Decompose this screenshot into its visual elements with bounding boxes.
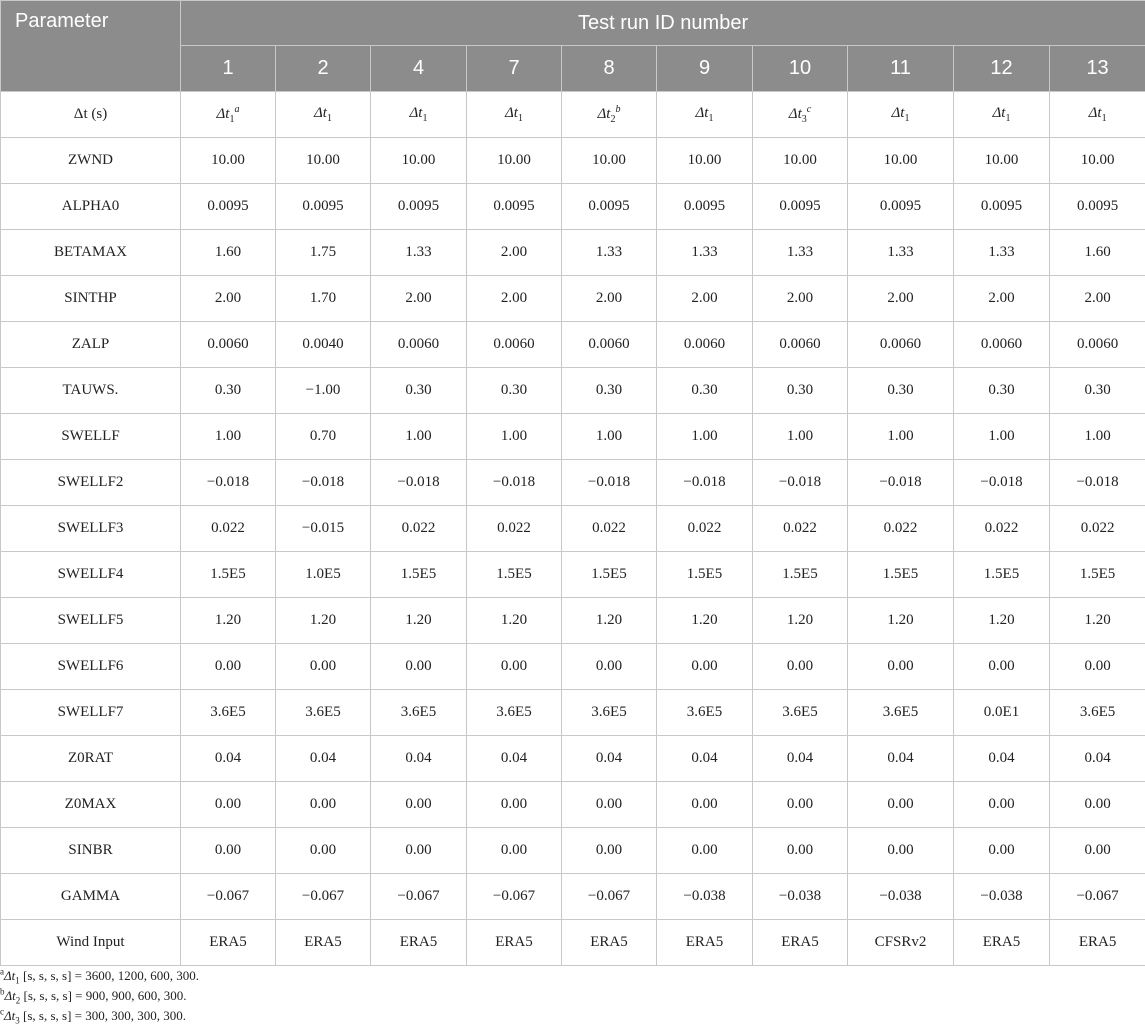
run-id-header: 13 bbox=[1050, 46, 1145, 92]
table-cell: 3.6E5 bbox=[276, 690, 371, 736]
table-cell: 1.20 bbox=[848, 598, 954, 644]
table-cell: 0.30 bbox=[657, 368, 753, 414]
table-cell: −1.00 bbox=[276, 368, 371, 414]
table-cell: −0.067 bbox=[276, 874, 371, 920]
run-id-header: 7 bbox=[467, 46, 562, 92]
table-cell: −0.015 bbox=[276, 506, 371, 552]
table-cell: 2.00 bbox=[753, 276, 848, 322]
table-row bbox=[1, 276, 1145, 322]
table-cell: 2.00 bbox=[848, 276, 954, 322]
table-cell: 1.20 bbox=[276, 598, 371, 644]
row-label: SWELLF3 bbox=[1, 506, 181, 552]
table-cell: 1.75 bbox=[276, 230, 371, 276]
table-cell: 1.5E5 bbox=[657, 552, 753, 598]
table-cell: 1.00 bbox=[848, 414, 954, 460]
table-cell: 0.04 bbox=[562, 736, 657, 782]
table-cell: 0.00 bbox=[657, 782, 753, 828]
table-cell: 0.0095 bbox=[1050, 184, 1145, 230]
table-cell: 0.30 bbox=[753, 368, 848, 414]
row-label: BETAMAX bbox=[1, 230, 181, 276]
table-cell: 2.00 bbox=[467, 230, 562, 276]
table-cell: 0.022 bbox=[1050, 506, 1145, 552]
table-row bbox=[1, 506, 1145, 552]
timestep-cell bbox=[657, 92, 753, 138]
timestep-symbol: $\Delta t_1$ bbox=[892, 105, 910, 121]
table-cell: 2.00 bbox=[181, 276, 276, 322]
table-cell: 1.33 bbox=[848, 230, 954, 276]
table-cell: −0.018 bbox=[181, 460, 276, 506]
table-cell: 0.04 bbox=[181, 736, 276, 782]
table-cell: 0.00 bbox=[276, 644, 371, 690]
table-row bbox=[1, 644, 1145, 690]
table-cell: 0.00 bbox=[954, 828, 1050, 874]
row-label: ZWND bbox=[1, 138, 181, 184]
header-row-group bbox=[1, 1, 1145, 46]
table-cell: 0.0095 bbox=[371, 184, 467, 230]
table-cell: 0.00 bbox=[371, 828, 467, 874]
table-cell: −0.067 bbox=[562, 874, 657, 920]
table-cell: 0.0060 bbox=[753, 322, 848, 368]
run-id-header: 1 bbox=[181, 46, 276, 92]
table-cell: 0.0095 bbox=[467, 184, 562, 230]
table-cell: ERA5 bbox=[954, 920, 1050, 966]
row-label: ALPHA0 bbox=[1, 184, 181, 230]
row-label: SINTHP bbox=[1, 276, 181, 322]
table-cell: 0.022 bbox=[467, 506, 562, 552]
timestep-symbol: $\Delta t_1$ bbox=[1089, 105, 1107, 121]
row-label: SINBR bbox=[1, 828, 181, 874]
table-cell: 2.00 bbox=[657, 276, 753, 322]
table-cell: 0.30 bbox=[467, 368, 562, 414]
table-cell: −0.018 bbox=[753, 460, 848, 506]
table-cell: 0.00 bbox=[371, 644, 467, 690]
table-cell: 1.5E5 bbox=[753, 552, 848, 598]
run-id-header: 9 bbox=[657, 46, 753, 92]
table-cell: 1.5E5 bbox=[467, 552, 562, 598]
table-cell: 1.60 bbox=[1050, 230, 1145, 276]
footnote-marker: c bbox=[807, 104, 811, 115]
table-row bbox=[1, 414, 1145, 460]
row-label: TAUWS. bbox=[1, 368, 181, 414]
table-row bbox=[1, 690, 1145, 736]
table-cell: 10.00 bbox=[562, 138, 657, 184]
run-id-header: 8 bbox=[562, 46, 657, 92]
table-cell: ERA5 bbox=[467, 920, 562, 966]
timestep-cell bbox=[562, 92, 657, 138]
table-row bbox=[1, 460, 1145, 506]
table-cell: 0.00 bbox=[753, 782, 848, 828]
table-cell: 3.6E5 bbox=[181, 690, 276, 736]
table-cell: 0.0040 bbox=[276, 322, 371, 368]
table-cell: 0.00 bbox=[848, 782, 954, 828]
table-row bbox=[1, 598, 1145, 644]
table-cell: 3.6E5 bbox=[371, 690, 467, 736]
table-cell: 0.022 bbox=[753, 506, 848, 552]
row-label: SWELLF4 bbox=[1, 552, 181, 598]
table-cell: 0.04 bbox=[848, 736, 954, 782]
run-id-header: 11 bbox=[848, 46, 954, 92]
footnote-marker: a bbox=[0, 967, 4, 977]
table-cell: −0.038 bbox=[657, 874, 753, 920]
table-cell: 1.5E5 bbox=[1050, 552, 1145, 598]
table-cell: 3.6E5 bbox=[753, 690, 848, 736]
table-cell: 3.6E5 bbox=[1050, 690, 1145, 736]
timestep-symbol: $\Delta t_1$ bbox=[993, 105, 1011, 121]
table-cell: −0.067 bbox=[1050, 874, 1145, 920]
timestep-cell bbox=[848, 92, 954, 138]
table-cell: 0.022 bbox=[954, 506, 1050, 552]
table-cell: 0.0060 bbox=[954, 322, 1050, 368]
row-label: ZALP bbox=[1, 322, 181, 368]
table-cell: 0.0095 bbox=[954, 184, 1050, 230]
table-cell: 0.00 bbox=[276, 782, 371, 828]
table-cell: 0.00 bbox=[954, 644, 1050, 690]
table-cell: 0.0060 bbox=[371, 322, 467, 368]
table-cell: 2.00 bbox=[371, 276, 467, 322]
table-cell: 0.04 bbox=[276, 736, 371, 782]
table-row-timestep bbox=[1, 92, 1145, 138]
footnote-marker: b bbox=[615, 104, 620, 115]
footnote: $^b\Delta t_2$ [s, s, s, s] = 900, 900, 600, 300. bbox=[0, 986, 199, 1006]
table-cell: 0.0095 bbox=[562, 184, 657, 230]
table-cell: 0.30 bbox=[954, 368, 1050, 414]
table-cell: 1.20 bbox=[467, 598, 562, 644]
table-row bbox=[1, 552, 1145, 598]
row-label: Wind Input bbox=[1, 920, 181, 966]
table-cell: 0.04 bbox=[753, 736, 848, 782]
table-cell: 0.00 bbox=[562, 828, 657, 874]
table-cell: 0.00 bbox=[657, 644, 753, 690]
table-cell: 10.00 bbox=[848, 138, 954, 184]
table-cell: 0.00 bbox=[181, 644, 276, 690]
table-row bbox=[1, 368, 1145, 414]
table-footnotes bbox=[0, 966, 199, 1026]
table-cell: 10.00 bbox=[371, 138, 467, 184]
table-cell: 2.00 bbox=[954, 276, 1050, 322]
table-cell: 1.20 bbox=[181, 598, 276, 644]
table-cell: 0.04 bbox=[657, 736, 753, 782]
table-cell: 1.00 bbox=[954, 414, 1050, 460]
table-row bbox=[1, 322, 1145, 368]
table-cell: 0.00 bbox=[276, 828, 371, 874]
row-label: SWELLF5 bbox=[1, 598, 181, 644]
table-cell: 1.00 bbox=[371, 414, 467, 460]
table-cell: −0.018 bbox=[371, 460, 467, 506]
table-cell: 1.70 bbox=[276, 276, 371, 322]
table-cell: −0.018 bbox=[657, 460, 753, 506]
row-label: SWELLF bbox=[1, 414, 181, 460]
table-row bbox=[1, 138, 1145, 184]
table-cell: 1.33 bbox=[753, 230, 848, 276]
table-cell: 1.33 bbox=[954, 230, 1050, 276]
table-cell: 2.00 bbox=[562, 276, 657, 322]
table-cell: 0.30 bbox=[848, 368, 954, 414]
table-cell: −0.038 bbox=[954, 874, 1050, 920]
footnote: $^c\Delta t_3$ [s, s, s, s] = 300, 300, 300, 300. bbox=[0, 1006, 199, 1026]
table-cell: 1.33 bbox=[562, 230, 657, 276]
table-cell: 0.30 bbox=[181, 368, 276, 414]
table-cell: 0.0060 bbox=[1050, 322, 1145, 368]
table-cell: 1.00 bbox=[753, 414, 848, 460]
table-cell: 0.0095 bbox=[848, 184, 954, 230]
table-cell: 1.00 bbox=[467, 414, 562, 460]
table-cell: 1.5E5 bbox=[562, 552, 657, 598]
table-row bbox=[1, 920, 1145, 966]
table-cell: 0.00 bbox=[954, 782, 1050, 828]
table-cell: 0.0060 bbox=[467, 322, 562, 368]
table-cell: 0.04 bbox=[371, 736, 467, 782]
table-cell: 0.0095 bbox=[657, 184, 753, 230]
table-cell: CFSRv2 bbox=[848, 920, 954, 966]
table-cell: 0.00 bbox=[371, 782, 467, 828]
timestep-cell bbox=[371, 92, 467, 138]
timestep-symbol: $\Delta t_3^c$ bbox=[789, 106, 811, 122]
table-cell: 0.00 bbox=[1050, 644, 1145, 690]
table-row bbox=[1, 736, 1145, 782]
table-cell: 1.00 bbox=[562, 414, 657, 460]
run-id-header: 4 bbox=[371, 46, 467, 92]
table-cell: 3.6E5 bbox=[848, 690, 954, 736]
table-cell: 10.00 bbox=[954, 138, 1050, 184]
table-row bbox=[1, 782, 1145, 828]
table-cell: ERA5 bbox=[1050, 920, 1145, 966]
table-cell: −0.018 bbox=[954, 460, 1050, 506]
parameter-column-header: Parameter bbox=[1, 1, 181, 92]
run-id-header: 2 bbox=[276, 46, 371, 92]
table-cell: 0.00 bbox=[562, 644, 657, 690]
table-cell: 0.00 bbox=[467, 782, 562, 828]
table-cell: 1.33 bbox=[657, 230, 753, 276]
table-cell: 1.5E5 bbox=[848, 552, 954, 598]
table-cell: 2.00 bbox=[467, 276, 562, 322]
table-row bbox=[1, 874, 1145, 920]
table-cell: −0.018 bbox=[562, 460, 657, 506]
table-cell: ERA5 bbox=[181, 920, 276, 966]
table-cell: 10.00 bbox=[181, 138, 276, 184]
table-cell: 0.022 bbox=[562, 506, 657, 552]
footnote-marker: c bbox=[0, 1007, 4, 1017]
table-cell: 10.00 bbox=[467, 138, 562, 184]
timestep-cell bbox=[467, 92, 562, 138]
table-cell: −0.018 bbox=[276, 460, 371, 506]
table-cell: 0.30 bbox=[371, 368, 467, 414]
row-label: SWELLF2 bbox=[1, 460, 181, 506]
table-cell: 0.0060 bbox=[181, 322, 276, 368]
table-cell: 1.0E5 bbox=[276, 552, 371, 598]
table-cell: 10.00 bbox=[276, 138, 371, 184]
table-cell: 0.00 bbox=[181, 828, 276, 874]
table-cell: 10.00 bbox=[1050, 138, 1145, 184]
row-label: Z0RAT bbox=[1, 736, 181, 782]
table-body bbox=[1, 92, 1145, 966]
table-cell: 0.00 bbox=[1050, 782, 1145, 828]
table-cell: −0.038 bbox=[753, 874, 848, 920]
table-cell: 10.00 bbox=[657, 138, 753, 184]
table-cell: −0.067 bbox=[467, 874, 562, 920]
run-id-header: 12 bbox=[954, 46, 1050, 92]
table-cell: 0.0060 bbox=[848, 322, 954, 368]
table-cell: 0.00 bbox=[657, 828, 753, 874]
timestep-symbol: $\Delta t_1$ bbox=[314, 105, 332, 121]
table-row bbox=[1, 184, 1145, 230]
table-cell: 0.0095 bbox=[753, 184, 848, 230]
table-cell: 1.5E5 bbox=[954, 552, 1050, 598]
timestep-symbol: $\Delta t_1$ bbox=[505, 105, 523, 121]
row-label: SWELLF6 bbox=[1, 644, 181, 690]
table-cell: 0.00 bbox=[562, 782, 657, 828]
table-cell: −0.018 bbox=[467, 460, 562, 506]
footnote: $^a\Delta t_1$ [s, s, s, s] = 3600, 1200, 600, 300. bbox=[0, 966, 199, 986]
table-cell: 1.00 bbox=[657, 414, 753, 460]
row-label: SWELLF7 bbox=[1, 690, 181, 736]
timestep-symbol: $\Delta t_1^a$ bbox=[217, 106, 240, 122]
table-cell: 0.00 bbox=[181, 782, 276, 828]
table-cell: 3.6E5 bbox=[467, 690, 562, 736]
table-cell: 1.20 bbox=[954, 598, 1050, 644]
table-cell: 0.04 bbox=[1050, 736, 1145, 782]
table-cell: 0.70 bbox=[276, 414, 371, 460]
table-cell: 1.60 bbox=[181, 230, 276, 276]
table-row bbox=[1, 230, 1145, 276]
timestep-cell bbox=[1050, 92, 1145, 138]
table-cell: 0.00 bbox=[1050, 828, 1145, 874]
table-cell: 1.20 bbox=[1050, 598, 1145, 644]
table-cell: 1.5E5 bbox=[181, 552, 276, 598]
table-cell: 0.022 bbox=[657, 506, 753, 552]
table-cell: 0.0060 bbox=[562, 322, 657, 368]
table-cell: 0.00 bbox=[848, 644, 954, 690]
table-cell: 0.00 bbox=[467, 644, 562, 690]
row-label: GAMMA bbox=[1, 874, 181, 920]
table-cell: ERA5 bbox=[657, 920, 753, 966]
table-cell: 10.00 bbox=[753, 138, 848, 184]
timestep-cell bbox=[181, 92, 276, 138]
table-cell: 1.00 bbox=[1050, 414, 1145, 460]
table-cell: −0.018 bbox=[848, 460, 954, 506]
table-cell: 0.022 bbox=[371, 506, 467, 552]
test-run-group-header: Test run ID number bbox=[181, 1, 1145, 46]
table-cell: 0.30 bbox=[562, 368, 657, 414]
table-cell: 0.00 bbox=[848, 828, 954, 874]
timestep-symbol: $\Delta t_2^b$ bbox=[598, 106, 621, 122]
table-cell: 0.0095 bbox=[181, 184, 276, 230]
table-cell: 0.022 bbox=[181, 506, 276, 552]
table-cell: 3.6E5 bbox=[657, 690, 753, 736]
table-cell: 1.20 bbox=[371, 598, 467, 644]
footnote-marker: b bbox=[0, 987, 5, 997]
table-cell: −0.018 bbox=[1050, 460, 1145, 506]
row-label: Z0MAX bbox=[1, 782, 181, 828]
table-cell: 0.04 bbox=[467, 736, 562, 782]
table-cell: 3.6E5 bbox=[562, 690, 657, 736]
table-cell: 0.00 bbox=[753, 828, 848, 874]
row-label: Δt (s) bbox=[1, 92, 181, 138]
table-row bbox=[1, 828, 1145, 874]
table-cell: 0.00 bbox=[753, 644, 848, 690]
table-cell: 1.33 bbox=[371, 230, 467, 276]
timestep-cell bbox=[954, 92, 1050, 138]
table-cell: 0.0E1 bbox=[954, 690, 1050, 736]
table-cell: 0.0095 bbox=[276, 184, 371, 230]
run-id-header: 10 bbox=[753, 46, 848, 92]
table-cell: −0.038 bbox=[848, 874, 954, 920]
table-cell: 2.00 bbox=[1050, 276, 1145, 322]
footnote-marker: a bbox=[234, 104, 239, 115]
timestep-symbol: $\Delta t_1$ bbox=[410, 105, 428, 121]
timestep-cell bbox=[753, 92, 848, 138]
table-cell: ERA5 bbox=[753, 920, 848, 966]
table-cell: ERA5 bbox=[562, 920, 657, 966]
table-cell: −0.067 bbox=[371, 874, 467, 920]
table-cell: 1.20 bbox=[562, 598, 657, 644]
table-cell: 0.30 bbox=[1050, 368, 1145, 414]
table-cell: 1.20 bbox=[657, 598, 753, 644]
timestep-cell bbox=[276, 92, 371, 138]
table-cell: 1.20 bbox=[753, 598, 848, 644]
timestep-symbol: $\Delta t_1$ bbox=[696, 105, 714, 121]
table-cell: ERA5 bbox=[371, 920, 467, 966]
table-cell: 1.5E5 bbox=[371, 552, 467, 598]
table-cell: 0.022 bbox=[848, 506, 954, 552]
table-cell: 0.00 bbox=[467, 828, 562, 874]
table-cell: 0.0060 bbox=[657, 322, 753, 368]
table-cell: −0.067 bbox=[181, 874, 276, 920]
table-cell: ERA5 bbox=[276, 920, 371, 966]
table-cell: 0.04 bbox=[954, 736, 1050, 782]
table-cell: 1.00 bbox=[181, 414, 276, 460]
